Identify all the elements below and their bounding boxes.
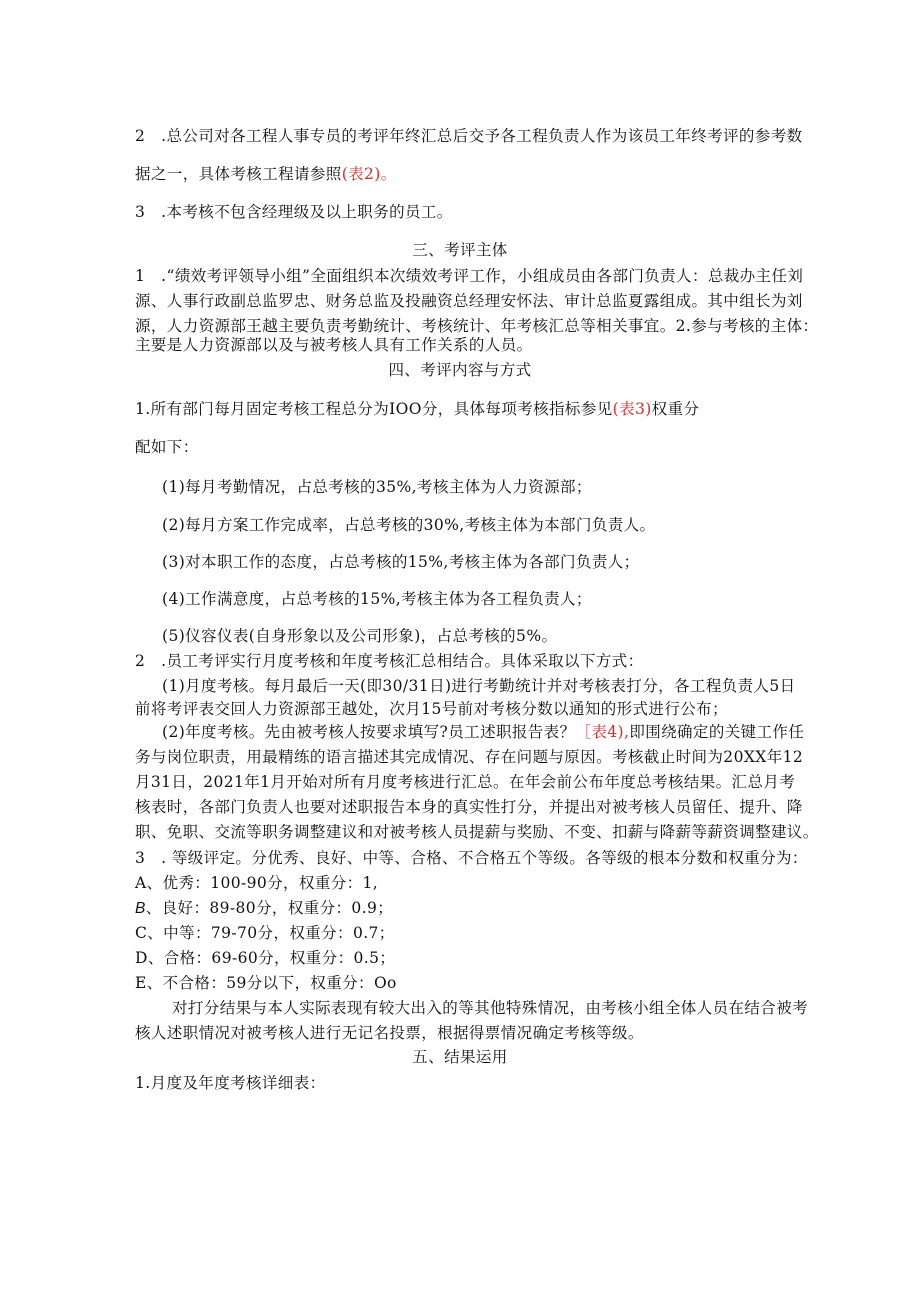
list-item-5: (5)仪容仪表(自身形象以及公司形象)，占总考核的5%。 [162, 627, 558, 645]
section-4-part-2-line-6: 月31日，2021年1月开始对所有月度考核进行汇总。在年会前公布年度总考核结果。汇总月考 [135, 773, 796, 791]
section-4-line-1 [135, 397, 699, 419]
table-3-reference: (表3) [612, 400, 652, 418]
section-4-part-2-line-2: (1)月度考核。每月最后一天(即30/31日)进行考勤统计并对考核表打分，各工程负责人5日 [162, 677, 796, 695]
section-4-part-2-line-4 [162, 720, 804, 742]
grade-b-letter: B [135, 900, 146, 917]
list-item-2: (2)每月方案工作完成率，占总考核的30%,考核主体为本部门负责人。 [162, 516, 656, 534]
section-5-line-1: 1.月度及年度考核详细表： [135, 1074, 326, 1092]
section-3-line-4: 主要是人力资源部以及与被考核人具有工作关系的人员。 [135, 336, 533, 354]
grade-b-text: 、良好：89-80分，权重分：0.9； [145, 899, 394, 917]
paragraph-3: 3 .本考核不包含经理级及以上职务的员工。 [135, 203, 453, 221]
grade-e: E、不合格：59分以下，权重分：Oo [135, 974, 397, 992]
section-3-line-3: 源，人力资源部王越主要负责考勤统计、考核统计、年考核汇总等相关事宜。2.参与考核的主体： [135, 317, 819, 335]
list-item-1: (1)每月考勤情况，占总考核的35%,考核主体为人力资源部； [162, 478, 592, 496]
paragraph-2-text: 据之一，具体考核工程请参照 [135, 165, 342, 183]
grading-intro: 3 . 等级评定。分优秀、良好、中等、合格、不合格五个等级。各等级的根本分数和权重分为： [135, 849, 808, 867]
section-4-part-2-line-1: 2 .员工考评实行月度考核和年度考核汇总相结合。具体采取以下方式： [135, 652, 644, 670]
special-case-line-1: 对打分结果与本人实际表现有较大出入的等其他特殊情况，由考核小组全体人员在结合被考 [172, 999, 809, 1017]
section-3-line-1: 1 .“绩效考评领导小组”全面组织本次绩效考评工作，小组成员由各部门负责人：总裁办主任刘 [135, 267, 804, 285]
special-case-line-2: 核人述职情况对被考核人进行无记名投票，根据得票情况确定考核等级。 [135, 1024, 644, 1042]
section-heading-3: 三、考评主体 [412, 241, 508, 259]
section-heading-5: 五、结果运用 [412, 1048, 508, 1066]
table-4-reference: ［表4), [575, 723, 630, 741]
section-4-part-2-line-3: 前将考评表交回人力资源部王越处，次月15号前对考核分数以通知的形式进行公布； [135, 700, 728, 718]
section-4-part-2-line-7: 核表时，各部门负责人也要对述职报告本身的真实性打分，并提出对被考核人员留任、提升、降 [135, 798, 803, 816]
section-heading-4: 四、考评内容与方式 [388, 361, 532, 379]
table-2-reference: (表2)。 [341, 165, 397, 183]
annual-review-text-a: (2)年度考核。先由被考核人按要求填写?员工述职报告表？ [162, 723, 576, 741]
section-4-text-b: 权重分 [651, 400, 700, 418]
grade-b [135, 896, 393, 918]
section-3-line-2: 源、人事行政副总监罗忠、财务总监及投融资总经理安怀法、审计总监夏露组成。其中组长为刘 [135, 292, 803, 310]
paragraph-2-line-1: 2 .总公司对各工程人事专员的考评年终汇总后交予各工程负责人作为该员工年终考评的参考数 [135, 127, 803, 145]
grade-c: C、中等：79-70分，权重分：0.7； [135, 924, 395, 942]
annual-review-text-b: 即围绕确定的关键工作任 [629, 723, 805, 741]
section-4-line-2: 配如下： [135, 438, 199, 456]
section-4-part-2-line-8: 职、免职、交流等职务调整建议和对被考核人员提薪与奖励、不变、扣薪与降薪等薪资调整建议。 [135, 823, 819, 841]
paragraph-2-line-2 [135, 162, 397, 184]
list-item-4: (4)工作满意度，占总考核的15%,考核主体为各工程负责人； [162, 590, 592, 608]
grade-a: A、优秀：100-90分，权重分：1, [135, 874, 379, 892]
section-4-text-a: 1.所有部门每月固定考核工程总分为IOO分，具体每项考核指标参见 [135, 400, 613, 418]
list-item-3: (3)对本职工作的态度，占总考核的15%,考核主体为各部门负责人； [162, 553, 640, 571]
grade-d: D、合格：69-60分，权重分：0.5； [135, 949, 396, 967]
section-4-part-2-line-5: 务与岗位职责，用最精练的语言描述其完成情况、存在问题与原因。考核截止时间为20XX年12 [135, 748, 804, 766]
